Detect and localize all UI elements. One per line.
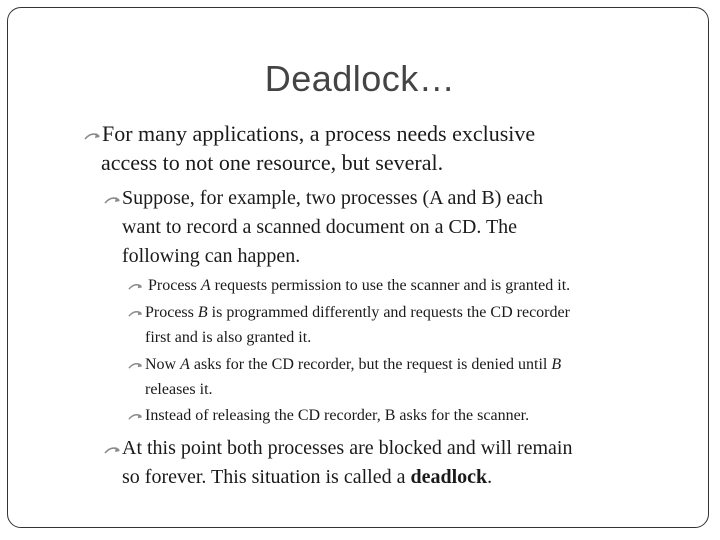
sub-bullet-text-line: first and is also granted it. [145, 329, 312, 346]
sub-bullet-text: Instead of releasing the CD recorder, B asks for the scanner. [145, 407, 530, 424]
bullet-text-line: want to record a scanned document on a CD. The [122, 216, 518, 238]
bullet-text-line: At this point both processes are blocked and will remain [122, 437, 573, 459]
sub-bullet-text-line: releases it. [145, 381, 213, 398]
curved-arrow-bullet-icon [128, 309, 144, 318]
sub-bullet-text: Now A asks for the CD recorder, but the request is denied until B [145, 356, 562, 373]
bullet-text-line: so forever. This situation is called a deadlock. [122, 466, 493, 488]
curved-arrow-bullet-icon [128, 412, 144, 421]
curved-arrow-bullet-icon [104, 195, 122, 205]
bullet-text-line: For many applications, a process needs exclusive [102, 121, 536, 146]
curved-arrow-bullet-icon [84, 131, 102, 141]
deadlock-term: deadlock [410, 466, 488, 488]
curved-arrow-bullet-icon [128, 282, 144, 291]
bullet-text-line: following can happen. [122, 245, 301, 267]
bullet-text-line: access to not one resource, but several. [101, 150, 444, 175]
sub-bullet-text: Process B is programmed differently and requests the CD recorder [145, 304, 570, 321]
curved-arrow-bullet-icon [128, 361, 144, 370]
curved-arrow-bullet-icon [104, 445, 122, 455]
slide-title: Deadlock… [264, 58, 456, 99]
sub-bullet-text: Process A requests permission to use the scanner and is granted it. [148, 277, 571, 294]
bullet-text-line: Suppose, for example, two processes (A and B) each [122, 187, 543, 209]
